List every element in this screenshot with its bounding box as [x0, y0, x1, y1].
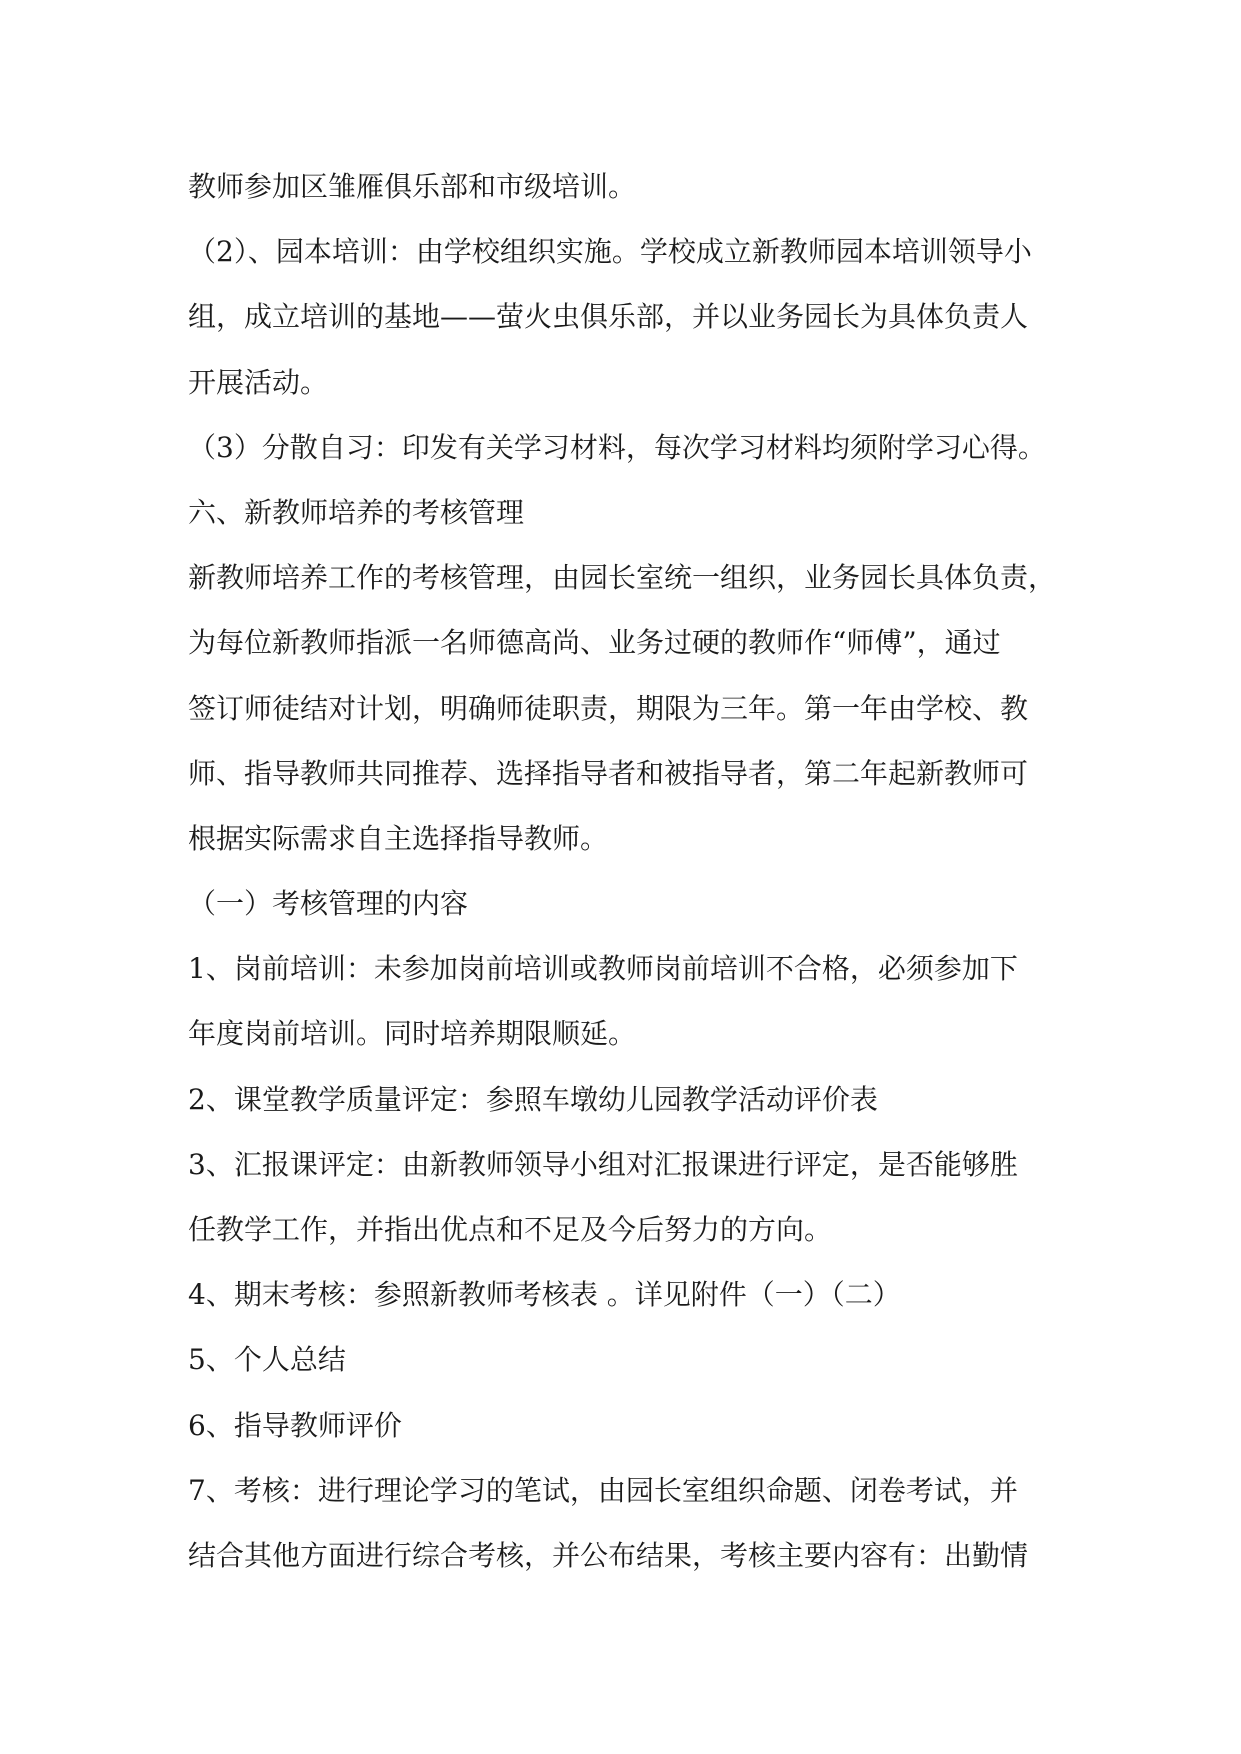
- list-item: 3、汇报课评定：由新教师领导小组对汇报课进行评定，是否能够胜: [188, 1147, 1018, 1181]
- text-line: 为每位新教师指派一名师德高尚、业务过硬的教师作“师傅”，通过: [188, 626, 1001, 660]
- list-item: 7、考核：进行理论学习的笔试，由园长室组织命题、闭卷考试，并: [188, 1473, 1018, 1507]
- text-line: 教师参加区雏雁俱乐部和市级培训。: [188, 170, 637, 203]
- list-item: 1、岗前培训：未参加岗前培训或教师岗前培训不合格，必须参加下: [188, 952, 1018, 986]
- text-line: （3）分散自习：印发有关学习材料，每次学习材料均须附学习心得。: [188, 430, 1046, 464]
- document-body: [188, 154, 1058, 1588]
- text-line: 开展活动。: [188, 365, 329, 399]
- text-line: 任教学工作，并指出优点和不足及今后努力的方向。: [188, 1213, 833, 1246]
- text-line: （2）、园本培训：由学校组织实施。学校成立新教师园本培训领导小: [188, 235, 1032, 269]
- list-item: 6、指导教师评价: [188, 1408, 402, 1442]
- text-line: 年度岗前培训。同时培养期限顺延。: [188, 1017, 637, 1051]
- text-line: 新教师培养工作的考核管理，由园长室统一组织，业务园长具体负责，: [188, 561, 1057, 595]
- text-line: 师、指导教师共同推荐、选择指导者和被指导者，第二年起新教师可: [188, 756, 1029, 790]
- list-item: 5、个人总结: [188, 1343, 346, 1377]
- text-line: 签订师徒结对计划，明确师徒职责，期限为三年。第一年由学校、教: [188, 691, 1029, 725]
- list-item: 2、课堂教学质量评定：参照车墩幼儿园教学活动评价表: [188, 1082, 878, 1116]
- text-line: 组，成立培训的基地——萤火虫俱乐部，并以业务园长为具体负责人: [188, 300, 1029, 334]
- list-item: 4、期末考核：参照新教师考核表 。详见附件（一）（二）: [188, 1278, 901, 1312]
- text-line: 结合其他方面进行综合考核，并公布结果，考核主要内容有：出勤情: [188, 1538, 1029, 1572]
- section-heading: 六、新教师培养的考核管理: [188, 495, 525, 529]
- text-line: 根据实际需求自主选择指导教师。: [188, 821, 609, 855]
- subsection-heading: （一）考核管理的内容: [188, 887, 469, 921]
